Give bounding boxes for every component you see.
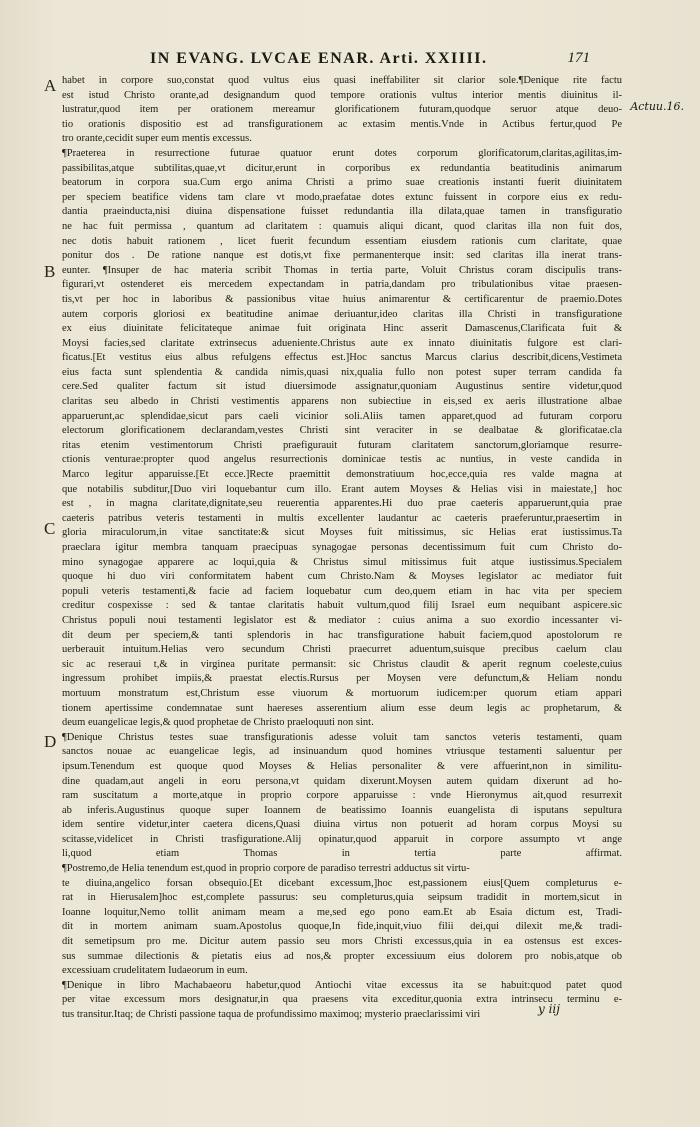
text-line: dit semetipsum pro me. Dicitur autem passio seu mors Christi excessus,quia in ea ostensus est exces-: [62, 936, 622, 948]
text-line: sanctos nouae ac euangelicae legis, ad insinuandum quod homines vtriusque testamenti saluentur per: [62, 746, 622, 758]
text-line: li,quod etiam Thomas in tertia parte affirmat.: [62, 848, 622, 860]
text-line: tus transitur.Itaq; de Christi passione taqua de profundissimo maximoq; mysterio praeclarissimi viri: [62, 1009, 481, 1020]
folio-number: 171: [567, 50, 590, 66]
text-line: mino synagogae apparere ac loqui,quia & Christus simul mitissimus fuit atque iustissimus.Specialem: [62, 556, 622, 568]
text-line: scitasse,videlicet in Christi trasfiguratione.Alij opinatur,quod apparuit in corpore assumpto vt ange: [62, 833, 622, 845]
text-line: dit deum per speciem,& tanti splendoris in hac transfiguratione habuit faciem,quod apostolorum re: [62, 629, 622, 641]
text-line: ex eius diuinitate felicitateque animae fuit originata Hinc asserit Damascenus,Clarificata fuit &: [62, 323, 622, 335]
text-line: gloria miraculorum,in vitae sanctitate:& sicut Moyses fuit mitissimus, sic Helias erat iustissimus.Ta: [62, 527, 622, 539]
text-line: sic ac reseraui t,& in virginea puritate permansit: sic Christus claudit & aperit regnum coeleste,cuius: [62, 658, 622, 670]
text-line: Moysi facies,sed claritate extrinsecus adueniente.Christus aute ex innato diuinitatis fulgore est clari-: [62, 337, 622, 349]
text-line: ipsum.Tenendum est quoque quod Moyses & Helias personaliter & vere affuerint,non in similitu-: [62, 760, 622, 772]
text-line: uerberauit intuitum.Helias vero secundum Christi praecurret aduentum,suisque precibus caelum clau: [62, 644, 622, 656]
text-line: ritas etenim vestimentorum Christi praefigurauit futuram claritatem sanctorum,gloriamque resurre-: [62, 439, 622, 451]
text-line: autem corporis gloriosi ex beatitudine animae deriuantur,ideo claritas illa Christi in transfiguratione: [62, 308, 622, 320]
text-line: apparuerunt,ac splendidae,sicut pars caeli vicinior soli.Aliis tamen apparet,quod ad futuram corporu: [62, 410, 622, 422]
text-line: eunter. ¶Insuper de hac materia scribit Thomas in tertia parte, Voluit Christus coram discipulis trans-: [62, 264, 622, 276]
text-line: est , in magna claritate,dignitate,seu reuerentia apparentes.Hi duo prae caeteris apparuerunt,quia prae: [62, 498, 622, 510]
text-line: quoque hi duo viri conformitatem habent cum Christo.Nam & Moyses legislator ac mediator fuit: [62, 571, 622, 583]
text-line: ponitur dos . De ratione nanque est dotis,vt fixe permanenterque insit: sed claritas illa inerat trans-: [62, 250, 622, 262]
text-line: idem sentire videtur,inter caetera dicens,Quasi diuina virtus non potuerit ad horam corpus Moysi su: [62, 819, 622, 831]
text-line: tio orationis dispositio est ad transfigurationem ac extasim mentis.Vnde in Actibus fertur,quod Pe: [62, 118, 622, 130]
text-line: passibilitas,atque subtilitas,quae,vt dicitur,erunt in corporibus ex redundantia beatitudinis animarum: [62, 162, 622, 174]
text-line: ¶Praeterea in resurrectione futurae quatuor erunt dotes corporum glorificatorum,claritas,agilitas,im-: [62, 147, 622, 159]
text-line: Ioanne loquitur,Nemo tollit animam meam a me,sed ego pono eam.Et ab Esaia dictum est, Tradi-: [62, 906, 622, 918]
text-line: que notabilis subditur,[Duo viri loquebantur cum illo. Erant autem Moyses & Helias visi in maiestate,] hoc: [62, 483, 622, 495]
running-title: IN EVANG. LVCAE ENAR. Arti. XXIIII.: [150, 50, 488, 67]
body-text: [62, 74, 622, 1023]
text-line: deum euangelicae legis,& quod prophetae de Christo praeloquuti non sint.: [62, 717, 374, 729]
text-line: eius facta sunt splendentia & candida nimis,quasi nix,qualia fullo non potest super terram candida fa: [62, 366, 622, 378]
margin-reference: Actuu.16.: [630, 100, 684, 113]
text-line: ¶Denique Christus testes suae transfigurationis adesse voluit tam sanctos veteris testamenti, quam: [62, 731, 622, 743]
text-line: cere.Sed qualiter factum sit istud diuersimode assignatur,quoniam Augustinus sentire videtur,quod: [62, 381, 622, 393]
text-line: tionem apertissime condemnatae sunt haereses asserentium alium esse deum legis ac prophetarum, &: [62, 702, 622, 714]
text-line: beatorum in corpora sua.Cum ergo anima Christi a primo suae creationis instanti fuerit diuinitatem: [62, 177, 622, 189]
text-line: lustratur,quod item per orationem mereamur glorificationem futuram,quodque seruor atque deuo-: [62, 104, 622, 116]
text-line: creditur cospexisse : sed & tantae claritatis habuit vultum,quod filij Israel eum nequibant aspicere.sic: [62, 600, 622, 612]
text-line: dit in mortem animam suam.Apostolus quoque,In fide,inquit,viuo filii dei,qui dilexit me,& tradi-: [62, 921, 622, 933]
margin-letter-a: A: [44, 76, 57, 95]
page-header: [150, 50, 590, 74]
text-line: ctionis venturae:propter quod angelus resurrectionis dominicae testis ac nuntius, in veste candida in: [62, 454, 622, 466]
text-line: sus summae dilectionis & pietatis eius ad nos,& propter excessiuum eius dolorem pro nobis,atque ob: [62, 950, 622, 962]
text-line: claritas seu albedo in Christi vestimentis apparens non subiectiue in eis,sed ex aeris illustratione albae: [62, 396, 622, 408]
text-line: ingressum prohibet impiis,& praestat electis.Rursus per Moysen vere defunctum,& Heliam nondu: [62, 673, 622, 685]
text-line: est istud Christo orante,ad designandum quod tempore orationis vultus interior mentis diuinitus il-: [62, 89, 622, 101]
text-line: ¶Postremo,de Helia tenendum est,quod in proprio corpore de paradiso terrestri adductus sit virtu-: [62, 863, 470, 875]
text-line: Marco legitur apparuisse.[Et ecce.]Recte praemittit demonstratiuum hoc,ecce,quia res valde magna at: [62, 469, 622, 481]
text-line: caeteris patribus veteris testamenti in multis excellenter laudantur ac caeteris praeferuntur,praesertim in: [62, 512, 622, 524]
text-line: dine quadam,aut angeli in eoru persona,vt quidam dixerunt.Moysen autem quidam dixerunt ad ho-: [62, 775, 622, 787]
text-line: Christus populi noui testamenti legislator est & mediator : cuius anima a suo exordio incessanter vi-: [62, 614, 622, 626]
signature-mark: y iij: [538, 1002, 560, 1016]
text-line: dantia praeinducta,nisi diuina dispensatione fuisset redundantia illa dilata,quae tamen in transfiguratio: [62, 206, 622, 218]
text-line: praeclara igitur membra tanquam praecipuas synagogae personas decentissimum fuit cum Christo do-: [62, 542, 622, 553]
text-line: te diuina,angelico forsan obsequio.[Et dicebant excessum,]hoc est,passionem eius[Quem completurus e-: [62, 877, 622, 889]
text-line: per speciem beatifice videns tam clare vt modo,praefatae dotes extunc fuissent in corpore eius ex redu-: [62, 191, 622, 203]
text-line: populi veteris testamenti,& facie ad faciem loquebatur cum deo,quem etiam in hac vita per speciem: [62, 585, 622, 597]
text-line: electorum glorificationem declarandam,vestes Christi sint veraciter in se dealbatae & glorificatae.cla: [62, 425, 622, 437]
text-line: tro orante,cecidit super eum mentis excessus.: [62, 133, 252, 145]
text-line: mortuum monstratum est,Christum esse viuorum & mortuorum iudicem:per quorum etiam appari: [62, 687, 622, 699]
text-line: ne hac fuit permissa , quantum ad claritatem : quamuis aliqui dicant, quod claritas illa non fuit dos,: [62, 220, 622, 232]
text-line: nec dotis habuit rationem , licet fuerit fecundum essentiam eiusdem rationis cum claritate, quae: [62, 235, 622, 247]
text-line: figurari,vt ostenderet eis mercedem expectandam in patria,dandam pro tribulationibus vitae praesen-: [62, 279, 622, 291]
text-line: rat in Hierusalem]hoc est,complete passurus: seu completurus,quia seipsum tradidit in mortem,sicut in: [62, 892, 622, 904]
margin-letter-b: B: [44, 262, 56, 281]
text-line: excessiuam crudelitatem Iudaeorum in eum.: [62, 965, 248, 977]
margin-letter-d: D: [44, 732, 57, 751]
text-line: tis,vt per hoc in laboribus & passionibus vitae huius animarentur & certificarentur de praemio.Dotes: [62, 293, 622, 305]
text-line: ram suscitatum a morte,atque in proprio corpore apparuisse : vnde Hieronymus ait,quod resurrexit: [62, 790, 622, 802]
text-line: ficatus.[Et vestitus eius albus refulgens effectus est.]Hoc sanctus Marcus clarius describit,dicens,Vestimeta: [62, 352, 622, 364]
margin-letter-c: C: [44, 519, 56, 538]
text-line: ab inferis.Augustinus quoque super Ioannem de beatissimo Ioannis euangelista di isputans sepultura: [62, 804, 622, 816]
text-line: ¶Denique in libro Machabaeoru habetur,quod Antiochi vitae excessus ita se habuit:quod patet quod: [62, 979, 622, 991]
text-line: habet in corpore suo,constat quod vultus eius quasi ineffabiliter sit clarior sole.¶Denique rite factu: [62, 75, 622, 86]
text-line: per vitae excessum mors designatur,in qua praesens vita exceditur,quonia extra intrinsecu terminu e-: [62, 994, 622, 1006]
